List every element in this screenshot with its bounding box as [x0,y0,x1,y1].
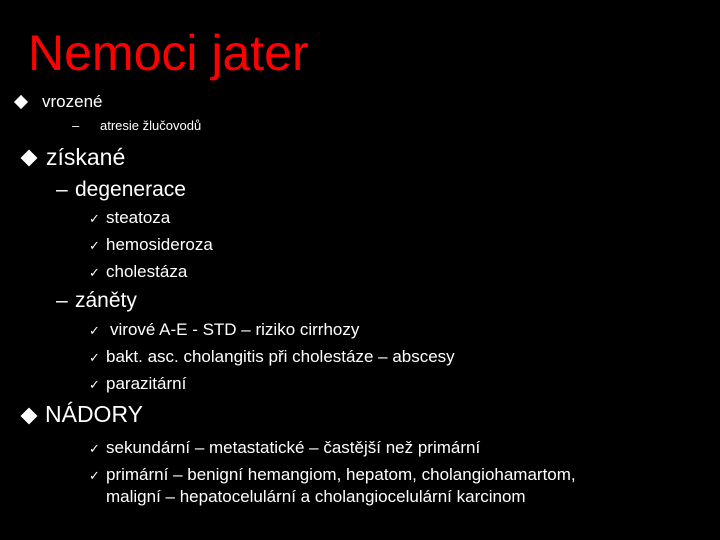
check-bullet-icon: ✓ [89,265,100,280]
item-maligni: maligní – hepatocelulární a cholangiocelulární karcinom [106,487,526,506]
sub-atresie: atresie žlučovodů [100,118,202,133]
check-bullet-icon: ✓ [89,211,100,226]
bullet-ziskane: získané [46,144,126,170]
item-primarni: primární – benigní hemangiom, hepatom, cholangiohamartom, [106,465,576,484]
item-virove: virové A-E - STD – riziko cirrhozy [110,320,360,339]
item-sekundarni: sekundární – metastatické – častější než primární [106,438,481,457]
heading-zanety: záněty [75,289,137,312]
check-bullet-icon: ✓ [89,441,100,456]
check-bullet-icon: ✓ [89,323,100,338]
diamond-bullet-icon [14,95,28,109]
check-bullet-icon: ✓ [89,377,100,392]
heading-degenerace: degenerace [75,178,186,201]
item-cholestaza: cholestáza [106,262,188,281]
check-bullet-icon: ✓ [89,238,100,253]
dash-degenerace: – [56,178,68,201]
check-bullet-icon: ✓ [89,468,100,483]
bullet-vrozene: vrozené [42,92,103,111]
bullet-nadory: NÁDORY [45,401,143,427]
slide-title: Nemoci jater [28,25,309,81]
dash-vrozene-sub: – [72,118,80,133]
diamond-bullet-icon [21,408,38,425]
diamond-bullet-icon [21,150,38,167]
item-parazitarni: parazitární [106,374,187,393]
item-steatoza: steatoza [106,208,171,227]
item-hemosideroza: hemosideroza [106,235,213,254]
check-bullet-icon: ✓ [89,350,100,365]
item-bakt: bakt. asc. cholangitis při cholestáze – abscesy [106,347,455,366]
dash-zanety: – [56,289,68,312]
